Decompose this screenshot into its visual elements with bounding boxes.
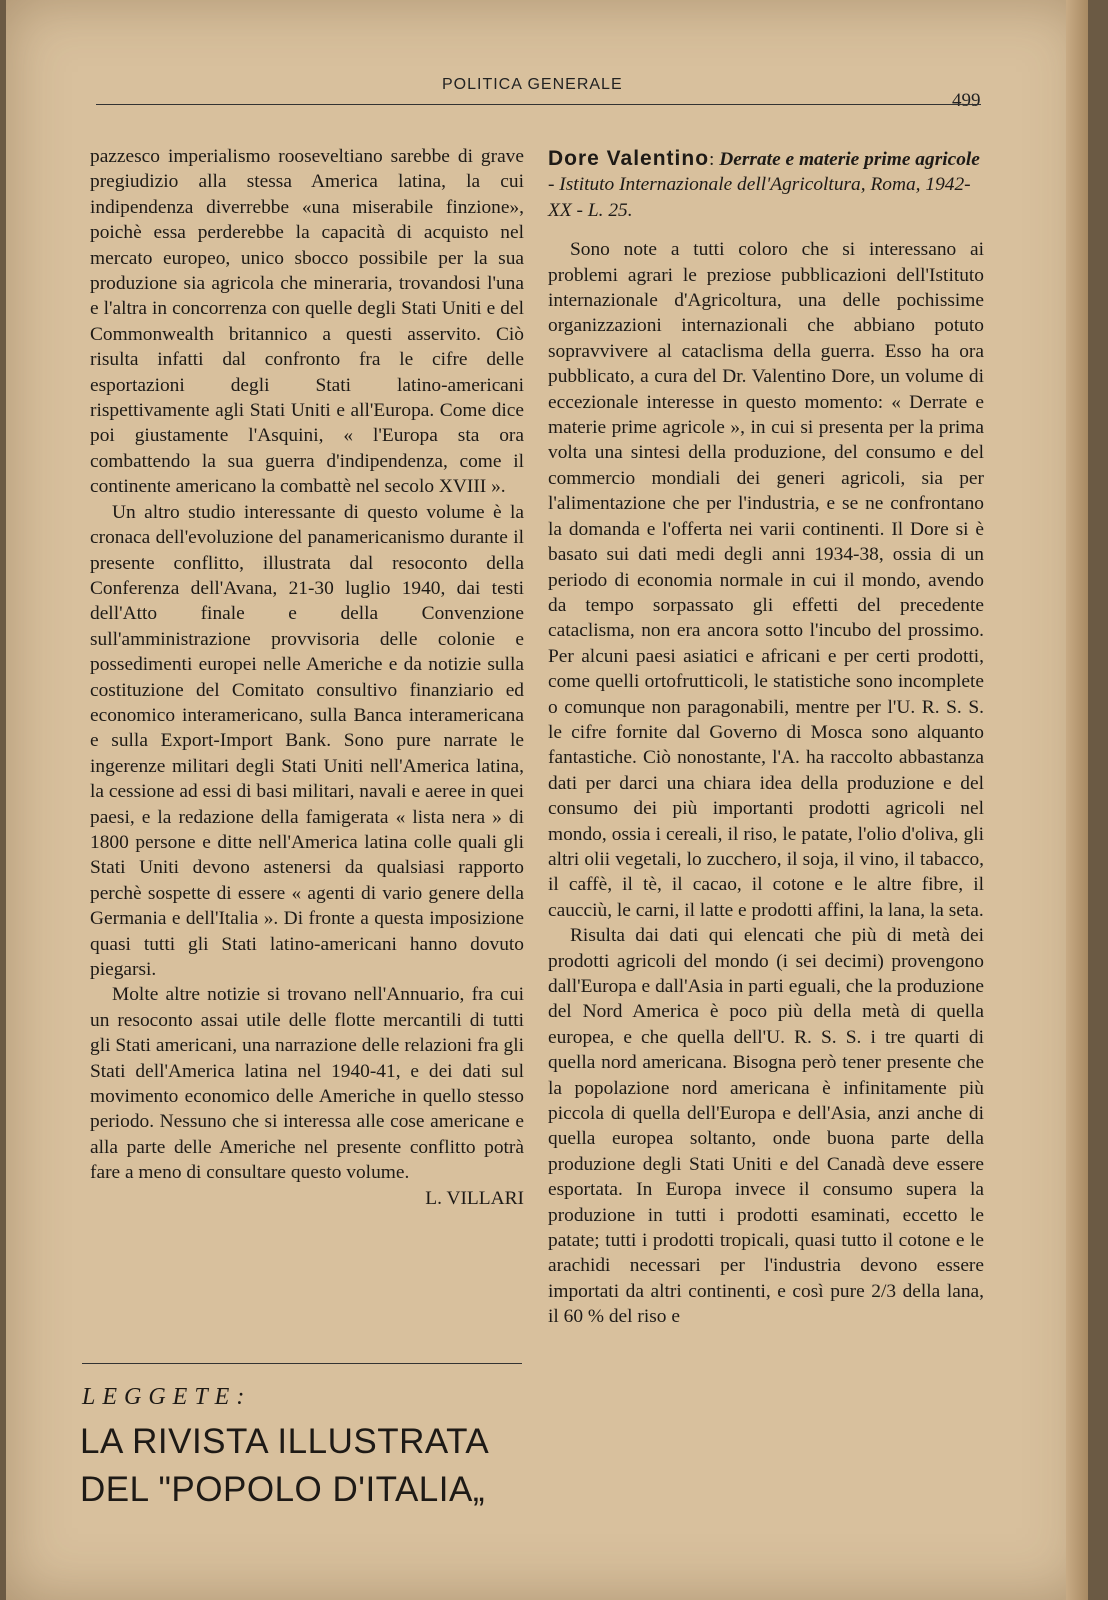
page-edge [1066, 0, 1088, 1600]
right-paragraph-2: Risulta dai dati qui elencati che più di metà dei prodotti agricoli del mondo (i sei decimi) provengono dall'Europa e dall'Asia in parti eguali, che la produzione del Nord America è poco più della metà di quella europea, e che quella dell'U. R. S. S. i tre quarti di quella nord americana. Bisogna però tener presente che la popolazione nord americana è infinitamente più piccola di quella dell'Europa e dell'Asia, anzi anche di quella europea soltanto, onde buona parte della produzione degli Stati Uniti e del Canadà deve essere esportata. In Europa invece il consumo supera la produzione in tutti i prodotti esaminati, eccetto le patate; tutti i prodotti tropicali, quasi tutto il cotone e le arachidi necessari per l'industria devono essere importati da altri continenti, e così pure 2/3 della lana, il 60 % del riso e [548, 925, 984, 1328]
advertisement-title-line-1: LA RIVISTA ILLUSTRATA [80, 1422, 490, 1461]
running-head: POLITICA GENERALE [442, 76, 623, 93]
signature-initial: L. V [425, 1187, 461, 1209]
advertisement-leggete: LEGGETE: [82, 1384, 252, 1410]
right-paragraph-1: Sono note a tutti coloro che si interessano ai problemi agrari le preziose pubblicazioni dell'Istituto internazionale d'Agricoltura, una delle pochissime organizzazioni internazionali che abbiano potuto sopravvivere al cataclisma della guerra. Esso ha ora pubblicato, a cura del Dr. Valentino Dore, un volume di eccezionale interesse in questo momento: « Derrate e materie prime agricole », in cui si presenta per la prima volta una sintesi della produzione, del consumo e del commercio mondiali dei generi agricoli, sia per l'alimentazione che per l'industria, e se ne confrontano la domanda e l'offerta nei varii continenti. Il Dore si è basato sui dati medi degli anni 1934-38, ossia di un periodo di economia normale in cui il mondo, avendo da tempo sorpassato gli effetti del precedente cataclisma, non era ancora sotto l'incubo del prossimo. Per alcuni paesi asiatici e africani e per certi prodotti, come quelli ortofrutticoli, le statistiche sono incomplete o comunque non paragonabili, mentre per l'U. R. S. S. le cifre fornite dal Governo di Mosca sono alquanto fantastiche. Ciò nonostante, l'A. ha raccolto abbastanza dati per darci una chiara idea della produzione e del consumo dei più importanti prodotti agricoli nel mondo, ossia i cereali, il riso, le patate, l'olio d'oliva, gli altri olii vegetali, lo zucchero, il soja, il vino, il tabacco, il caffè, il tè, il cacao, il cotone e le altre fibre, il caucciù, le carni, il latte e prodotti affini, la lana, la seta. [548, 239, 984, 921]
review-title: Derrate e materie prime agricole [719, 149, 980, 170]
author-signature [90, 1186, 524, 1211]
review-heading [548, 146, 984, 223]
book-page [6, 0, 1088, 1600]
right-column [548, 146, 984, 1330]
review-author: Dore Valentino [548, 147, 710, 170]
page-number: 499 [952, 90, 981, 111]
review-publisher: - Istituto Internazionale dell'Agricoltura, Roma, 1942-XX - L. 25. [548, 174, 971, 221]
left-paragraph-1: pazzesco imperialismo rooseveltiano sarebbe di grave pregiudizio alla stessa America latina, la cui indipendenza diverrebbe «una miserabile finzione», poichè essa perderebbe la capacità di acquisto nel mercato europeo, unico sbocco possibile per la sua produzione sia agricola che mineraria, trovandosi l'una e l'altra in concorrenza con quelle degli Stati Uniti e del Commonwealth britannico a questi asservito. Ciò risulta infatti dal confronto fra le cifre delle esportazioni degli Stati latino-americani rispettivamente agli Stati Uniti e all'Europa. Come dice poi giustamente l'Asquini, « l'Europa sta ora combattendo la sua guerra d'indipendenza, come il continente americano la combattè nel secolo XVIII ». [90, 146, 524, 498]
advertisement-title-line-2: DEL "POPOLO D'ITALIA„ [80, 1470, 485, 1509]
review-separator: : [709, 149, 715, 170]
left-paragraph-3: Molte altre notizie si trovano nell'Annuario, fra cui un resoconto assai utile delle flotte mercantili di tutti gli Stati americani, una narrazione delle relazioni fra gli Stati dell'America latina nel 1940-41, e dei dati sul movimento economico delle Americhe in quello stesso periodo. Nessuno che si interessa alle cose americane e alla parte delle Americhe nel presente conflitto potrà fare a meno di consultare questo volume. [90, 984, 524, 1184]
advertisement-rule [82, 1363, 522, 1364]
header-rule [96, 104, 981, 105]
left-column [90, 144, 524, 1211]
signature-surname: ILLARI [460, 1187, 524, 1209]
left-paragraph-2: Un altro studio interessante di questo volume è la cronaca dell'evoluzione del panamericanismo durante il presente conflitto, illustrata dal resoconto della Conferenza dell'Avana, 21-30 luglio 1940, dai testi dell'Atto finale e della Convenzione sull'amministrazione provvisoria delle colonie e possedimenti europei nelle Americhe e da notizie sulla costituzione del Comitato consultivo finanziario ed economico interamericano, sulla Banca interamericana e sulla Export-Import Bank. Sono pure narrate le ingerenze militari degli Stati Uniti nell'America latina, la cessione ad essi di basi militari, navali e aeree in quei paesi, e la redazione della famigerata « lista nera » di 1800 persone e ditte nell'America latina colle quali gli Stati Uniti devono astenersi da qualsiasi rapporto perchè sospette di essere « agenti di vario genere della Germania e dell'Italia ». Di fronte a questa imposizione quasi tutti gli Stati latino-americani hanno dovuto piegarsi. [90, 501, 524, 980]
